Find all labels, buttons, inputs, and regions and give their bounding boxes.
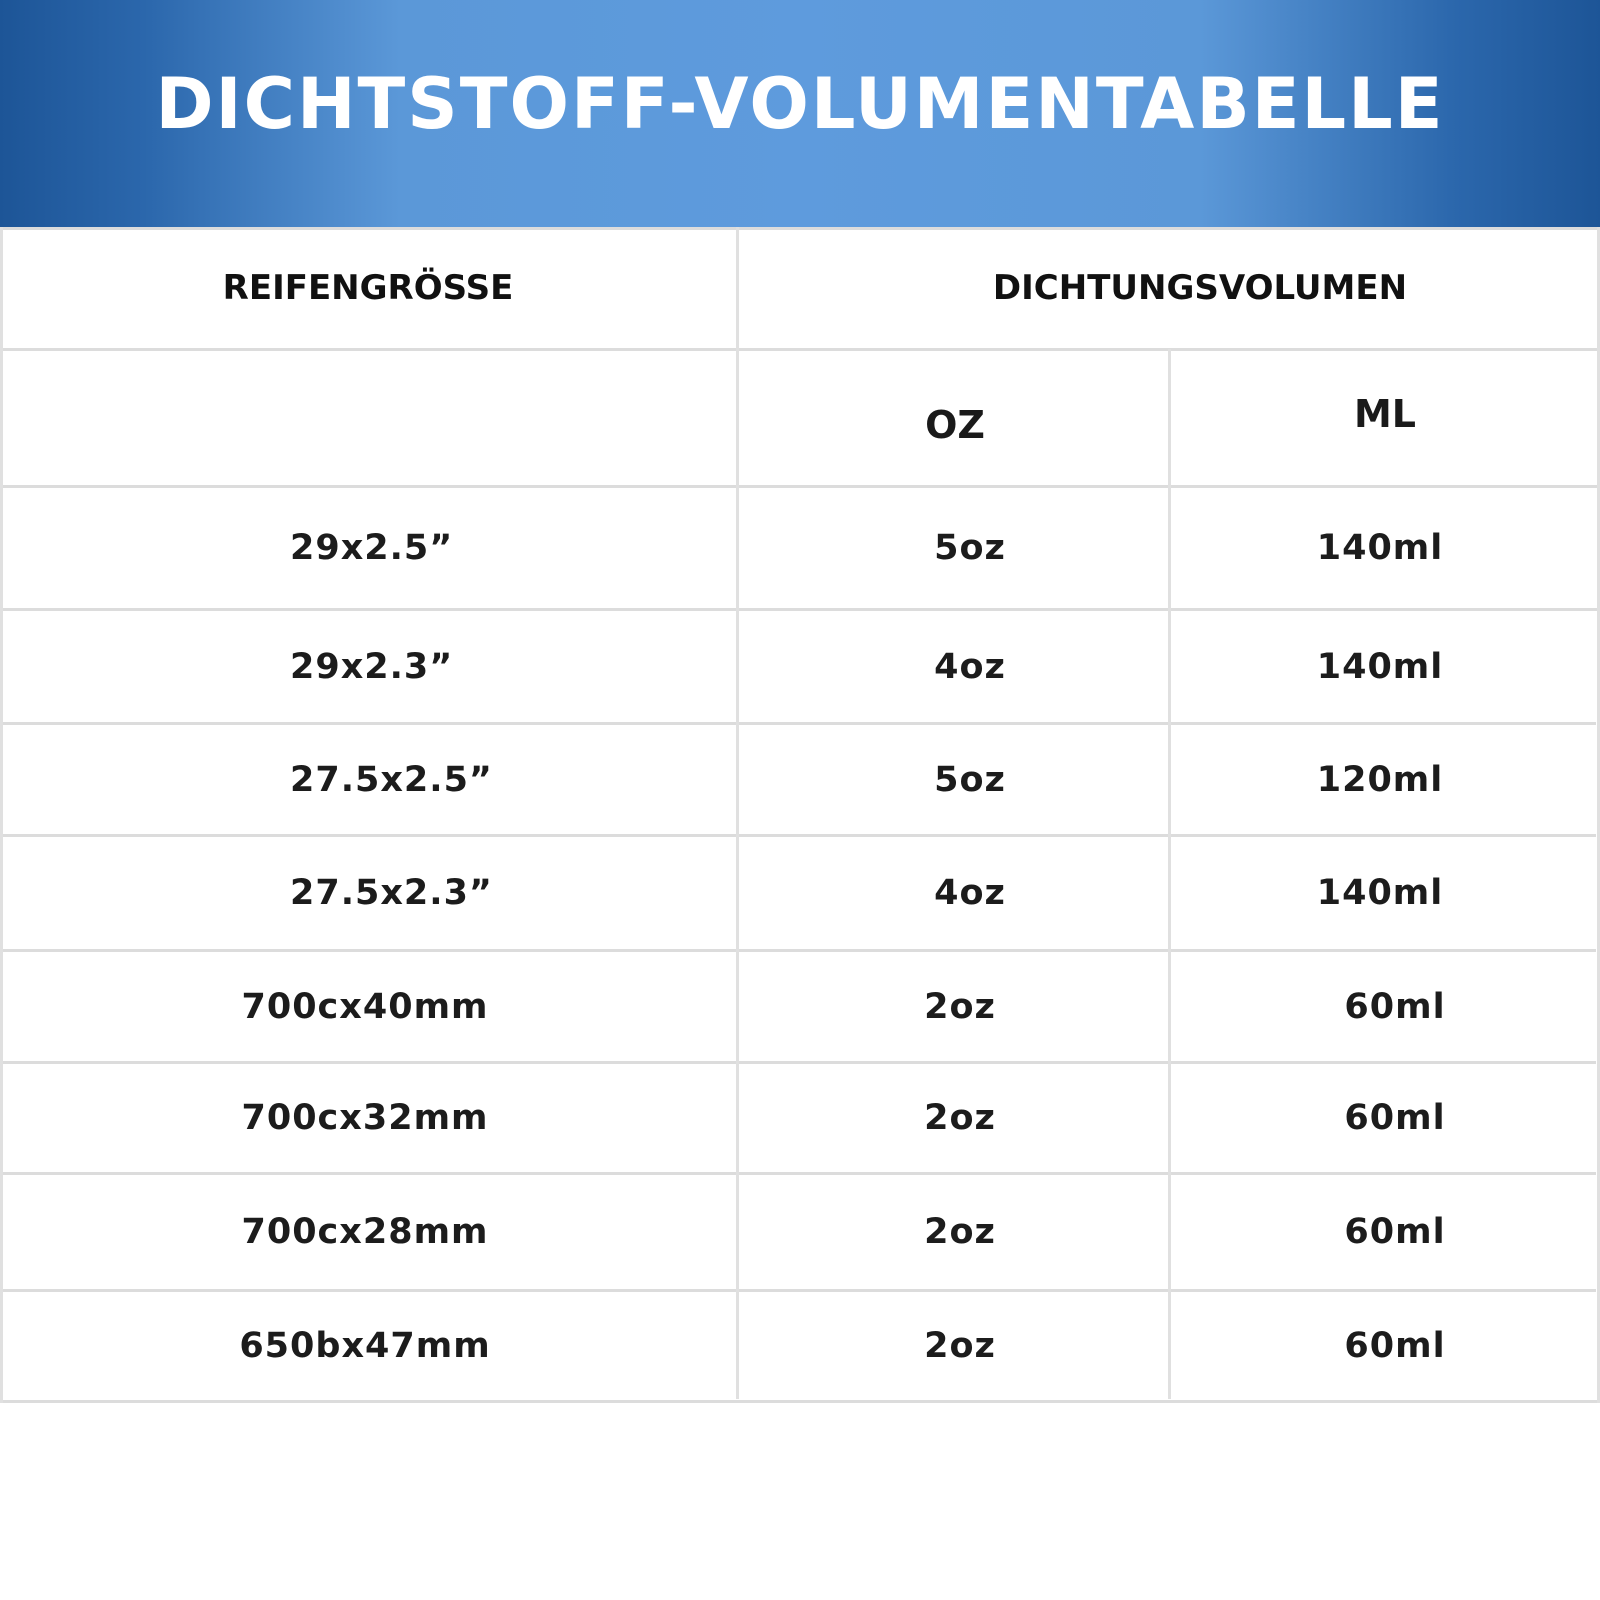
table-row-ml: 60ml [1344,1098,1446,1138]
table-row-size: 650bx47mm [239,1326,491,1366]
table-line [736,227,739,1399]
table-row-ml: 120ml [1316,759,1444,800]
table-row-oz: 2oz [924,1212,996,1252]
table-row-size: 29x2.5” [290,528,454,568]
table-line [0,227,3,1403]
table-row-size: 27.5x2.5” [290,759,493,800]
table-row-size: 700cx40mm [241,986,489,1027]
table-row-oz: 5oz [934,759,1006,800]
table-line [1168,349,1171,1399]
table-row-oz: 2oz [924,986,996,1027]
table-row-size: 29x2.3” [290,646,454,687]
table-row-size: 700cx32mm [241,1098,489,1138]
table-row-ml: 140ml [1316,873,1444,913]
sealant-volume-column-header: DICHTUNGSVOLUMEN [992,268,1408,308]
table-row-oz: 4oz [934,646,1006,687]
table-row-ml: 60ml [1344,986,1446,1027]
table-row-oz: 5oz [934,528,1006,568]
ml-unit-header: ML [1353,392,1417,436]
table-row-size: 700cx28mm [241,1212,489,1252]
title-banner [0,0,1600,227]
table-row-oz: 2oz [924,1098,996,1138]
table-row-oz: 4oz [934,873,1006,913]
table-row-ml: 60ml [1344,1212,1446,1252]
oz-unit-header: OZ [925,403,985,447]
table-line [0,1400,1600,1403]
table-row-ml: 140ml [1316,528,1444,568]
table-row-oz: 2oz [924,1326,996,1366]
table-row-ml: 60ml [1344,1326,1446,1366]
sealant-volume-table [0,227,1600,1403]
tire-size-column-header: REIFENGRÖSSE [222,268,514,308]
table-row-size: 27.5x2.3” [290,873,493,913]
page-title: DICHTSTOFF-VOLUMENTABELLE [155,63,1445,145]
table-row-ml: 140ml [1316,646,1444,687]
